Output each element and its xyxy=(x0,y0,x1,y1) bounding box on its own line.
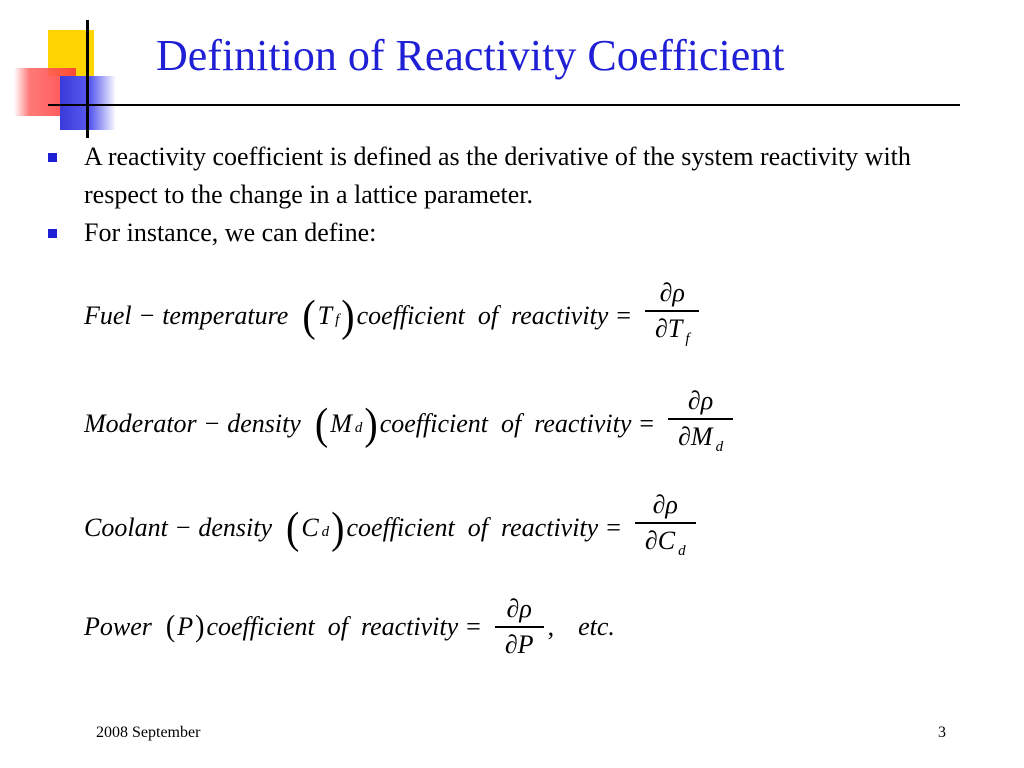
equation-middle: coefficient of reactivity xyxy=(356,300,609,330)
equation-lhs: Fuel − temperature xyxy=(84,300,289,330)
fraction-denominator: ∂T $_f$ xyxy=(655,313,690,347)
equation-fraction xyxy=(635,488,696,568)
equation-fraction xyxy=(668,384,733,464)
equation-fuel-temperature: Fuel − temperature ( T f ) coefficient of reactivity = $\frac{\partial\rho}{\partial T _f}$ xyxy=(84,276,699,356)
equation-middle: coefficient of reactivity xyxy=(346,512,599,542)
fraction-denominator: ∂C $_d$ xyxy=(644,525,686,559)
bullet-text: A reactivity coefficient is defined as the derivative of the system reactivity with respect to the change in a lattice parameter. xyxy=(84,142,911,209)
fraction-numerator: ∂ρ xyxy=(506,594,532,623)
equation-etc: etc. xyxy=(578,611,615,641)
equation-parameter: M d xyxy=(330,408,363,438)
decor-vertical-line xyxy=(86,20,89,138)
equals-sign: = xyxy=(466,611,481,641)
equation-lhs: Coolant − density xyxy=(84,512,272,542)
equation-comma: , xyxy=(547,611,555,641)
equation-fraction xyxy=(645,276,699,356)
equation-middle: coefficient of reactivity xyxy=(379,408,632,438)
equation-moderator-density: Moderator − density ( M d ) coefficient of reactivity = $\frac{\partial\rho}{\partial M _d}$ xyxy=(84,384,733,464)
equals-sign: = xyxy=(606,512,621,542)
equation-power: Power ( P ) coefficient of reactivity = $\frac{\partial\rho}{\partial P}$ , etc. xyxy=(84,592,615,662)
bullet-square-icon xyxy=(48,153,57,162)
equation-coolant-density: Coolant − density ( C d ) coefficient of reactivity = $\frac{\partial\rho}{\partial C _d}$ xyxy=(84,488,696,568)
bullet-list xyxy=(48,138,978,252)
bullet-item xyxy=(48,214,978,252)
fraction-numerator: ∂ρ xyxy=(652,490,678,519)
fraction-denominator: ∂P xyxy=(504,629,534,659)
slide-number: 3 xyxy=(938,724,946,741)
slide-title: Definition of Reactivity Coefficient xyxy=(156,31,785,80)
equals-sign: = xyxy=(616,300,631,330)
equation-parameter: C d xyxy=(301,512,330,542)
equation-fraction xyxy=(495,592,544,662)
equation-parameter: P xyxy=(177,611,194,641)
fraction-numerator: ∂ρ xyxy=(659,278,685,307)
footer-date: 2008 September xyxy=(96,724,201,741)
equation-parameter: T f xyxy=(317,300,340,330)
equation-middle: coefficient of reactivity xyxy=(206,611,459,641)
bullet-text: For instance, we can define: xyxy=(84,218,377,247)
equals-sign: = xyxy=(639,408,655,438)
fraction-denominator: ∂M $_d$ xyxy=(678,421,724,455)
equation-lhs: Moderator − density xyxy=(84,408,301,438)
bullet-square-icon xyxy=(48,229,57,238)
bullet-item xyxy=(48,138,978,214)
fraction-numerator: ∂ρ xyxy=(687,386,714,415)
equation-lhs: Power xyxy=(84,611,152,641)
title-underline xyxy=(48,104,960,106)
